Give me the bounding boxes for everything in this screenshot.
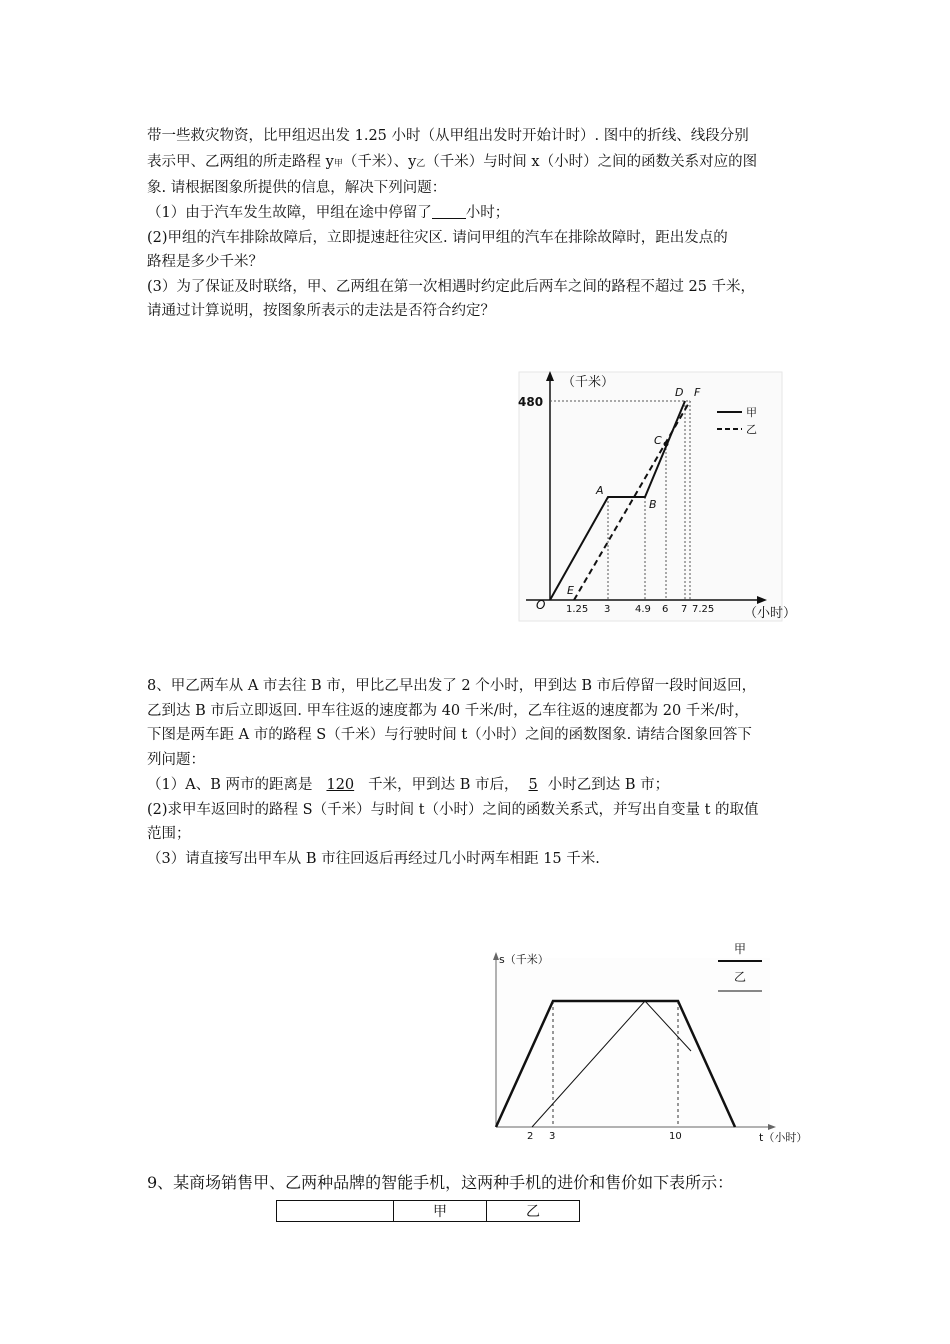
origin-label: O: [536, 598, 546, 612]
q8-part-2-line-1: (2)求甲车返回时的路程 S（千米）与时间 t（小时）之间的函数关系式，并写出自变量 t 的取值: [147, 802, 759, 818]
q7-part-3-line-2: 请通过计算说明，按图象所表示的走法是否符合约定？: [147, 303, 495, 319]
legend-yi-label: 乙: [734, 970, 747, 984]
x-tick-7: 7: [681, 604, 688, 615]
point-e-label: E: [567, 584, 574, 597]
q8-line-1: 8、甲乙两车从 A 市去往 B 市，甲比乙早出发了 2 个小时，甲到达 B 市后停留一段时间返回，: [147, 678, 757, 694]
s-axis-label: s（千米）: [499, 953, 549, 966]
q8-part-3: （3）请直接写出甲车从 B 市往回返后再经过几小时两车相距 15 千米.: [147, 851, 600, 867]
x-tick-1-25: 1.25: [566, 604, 589, 615]
t-tick-3: 3: [549, 1131, 556, 1142]
point-f-label: F: [694, 386, 701, 399]
x-tick-7-25: 7.25: [692, 604, 715, 615]
table-row: [277, 1201, 580, 1222]
q7-part-2-line-2: 路程是多少千米？: [147, 254, 263, 270]
legend-yi-label: 乙: [746, 423, 757, 436]
table-header-yi: 乙: [487, 1201, 580, 1222]
q7-line-1: 带一些救灾物资，比甲组迟出发 1.25 小时（从甲组出发时开始计时）. 图中的折线、线段分别: [147, 128, 749, 144]
answer-distance: 120: [326, 777, 355, 793]
x-tick-6: 6: [662, 604, 669, 615]
q8-line-2: 乙到达 B 市后立即返回. 甲车往返的速度都为 40 千米/时，乙车往返的速度都为 20 千米/时，: [147, 703, 749, 719]
point-b-label: B: [649, 498, 657, 511]
x-tick-3: 3: [604, 604, 611, 615]
answer-hours: 5: [528, 777, 538, 793]
y-tick-480: 480: [518, 395, 544, 409]
q7-line-3: 象. 请根据图象所提供的信息，解决下列问题：: [147, 180, 447, 196]
q8-line-4: 列问题：: [147, 752, 205, 768]
q7-part-3-line-1: (3）为了保证及时联络，甲、乙两组在第一次相遇时约定此后两车之间的路程不超过 25 千米，: [147, 279, 756, 295]
table-header-jia: 甲: [394, 1201, 487, 1222]
x-unit-label: （小时）: [744, 606, 797, 621]
t-tick-10: 10: [669, 1131, 682, 1142]
q7-line-2: 表示甲、乙两组的所走路程 y甲（千米）、y乙（千米）与时间 x（小时）之间的函数关系对应的图: [147, 154, 758, 170]
t-tick-2: 2: [527, 1131, 534, 1142]
x-tick-4-9: 4.9: [635, 604, 651, 615]
legend-jia-label: 甲: [746, 406, 757, 419]
point-a-label: A: [596, 484, 604, 497]
q8-part-1: （1）A、B 两市的距离是 120 千米，甲到达 B 市后， 5 小时乙到达 B 市；: [147, 777, 670, 793]
graph-2-background: [496, 958, 770, 1128]
q7-part-2-line-1: (2)甲组的汽车排除故障后，立即提速赶往灾区. 请问甲组的汽车在排除故障时，距出发点的: [147, 230, 728, 246]
q8-part-2-line-2: 范围；: [147, 826, 191, 842]
table-header-empty: [277, 1201, 394, 1222]
point-c-label: C: [654, 434, 662, 447]
legend-jia-label: 甲: [734, 942, 747, 956]
point-d-label: D: [675, 386, 684, 399]
q7-part-1: （1）由于汽车发生故障，甲组在途中停留了 小时；: [147, 205, 510, 221]
q9-table: [276, 1200, 580, 1222]
q8-line-3: 下图是两车距 A 市的路程 S（千米）与行驶时间 t（小时）之间的函数图象. 请结合图象回答下: [147, 727, 752, 743]
t-axis-arrow: [768, 1124, 776, 1130]
q9-text: 9、某商场销售甲、乙两种品牌的智能手机，这两种手机的进价和售价如下表所示：: [147, 1173, 734, 1192]
t-axis-label: t（小时）: [759, 1131, 808, 1144]
y-unit-label: （千米）: [562, 375, 615, 390]
